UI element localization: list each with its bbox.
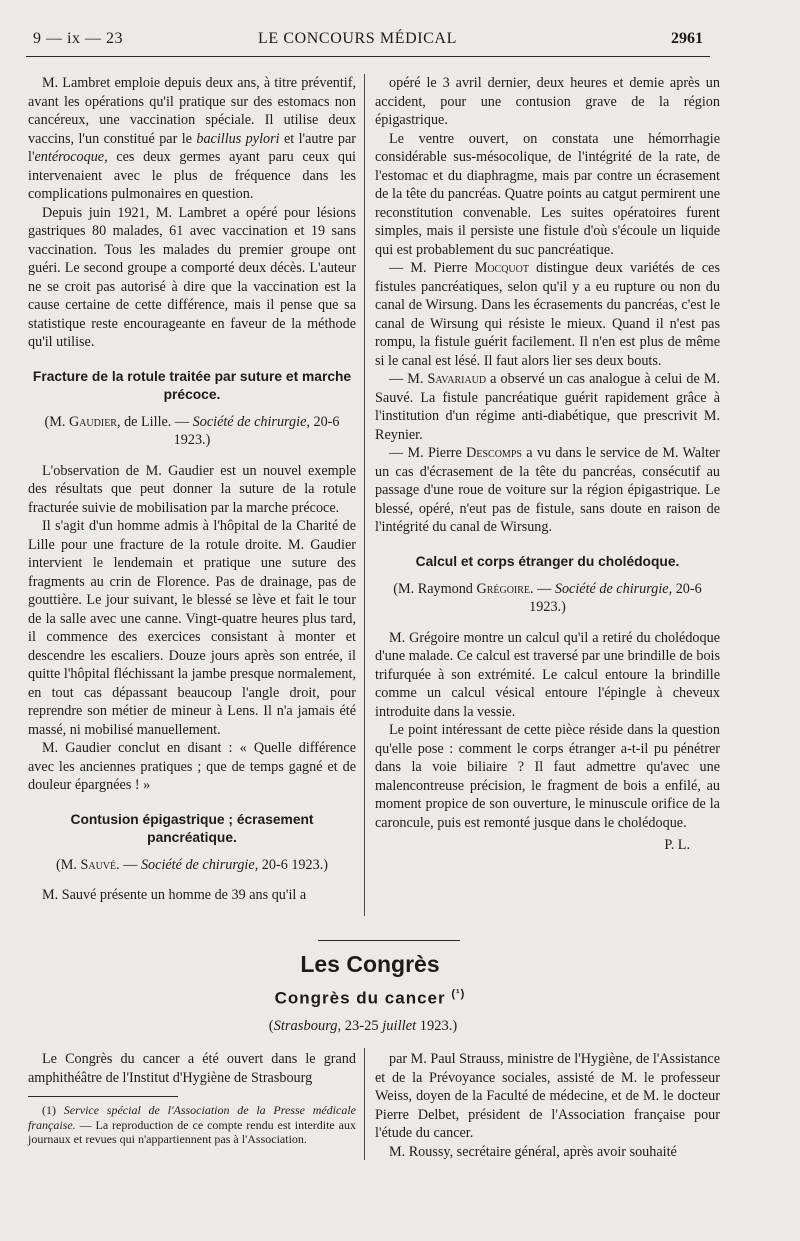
section-title: Les Congrès xyxy=(300,951,440,977)
gregoire-paragraph-2: Le point intéressant de cette pièce réside dans la question qu'elle pose : comment le corps étranger a-t-il pu pénétrer dans la voie biliaire ? Il faut admettre qu'avec une malencontreuse précision, le fragment de bois a enfilé, au moment propice de son ouverture, le minuscule orifice de la caroncule, puis est remonté jusque dans le cholédoque. xyxy=(375,722,720,831)
page-header xyxy=(33,30,703,56)
congress-paragraph-3: M. Roussy, secrétaire général, après avoir souhaité xyxy=(389,1143,677,1160)
gaudier-paragraph-3: M. Gaudier conclut en disant : « Quelle différence avec les anciennes pratiques ; que de temps gagné et de douleur épargnées ! » xyxy=(28,740,356,793)
heading-rotule: Fracture de la rotule traitée par suture et marche précoce. xyxy=(32,368,352,402)
congress-left-column xyxy=(28,1050,356,1147)
left-column xyxy=(28,74,356,905)
reference-sauve: (M. Sauvé. — Société de chirurgie, 20-6 1923.) xyxy=(56,856,328,873)
heading-calcul: Calcul et corps étranger du cholédoque. xyxy=(415,553,680,569)
footnote-mark: (¹) xyxy=(451,988,466,1000)
sauve-paragraph-3: Le ventre ouvert, on constata une hémorrhagie considérable sus-mésocolique, de l'intégrité de la rate, de l'estomac et du diaphragme, mais par contre un écrasement de la tête du pancréas. Quatre points au catgut permirent une reconstitution convenable. Les suites opératoires furent simples, mais il persiste une fistule d'où s'écoule un liquide qui est probablement du suc pancréatique. xyxy=(375,130,720,258)
congress-place-date: (Strasbourg, 23-25 juillet 1923.) xyxy=(268,1018,458,1034)
header-rule xyxy=(26,56,710,57)
issue-date: 9 — ix — 23 xyxy=(33,30,123,47)
heading-contusion: Contusion épigastrique ; écrasement pancréatique. xyxy=(70,811,314,845)
lambret-paragraph-1: M. Lambret emploie depuis deux ans, à titre préventif, avant les opérations qu'il pratique sur des estomacs non cancéreux, une vaccination spéciale. Il utilise deux vaccins, l'un constitué par le bacillus pylori et l'autre par l'entérocoque, ces deux germes ayant paru ceux qui intervenaient avec le plus de fréquence dans les complications pulmonaires en question. xyxy=(28,75,356,202)
column-separator xyxy=(364,74,365,916)
mocquot-paragraph: — M. Pierre Mocquot distingue deux variétés de ces fistules pancréatiques, selon qu'il y a eu rupture ou non du canal de Wirsung. Dans les écrasements du pancréas, c'est le canal de Wirsung qui résiste le mieux. Quand il n'est pas rompu, la fistule guérit facilement. Il n'en est plus de même si le canal est lésé. Il faut alors lier ses deux bouts. xyxy=(375,260,720,369)
gregoire-paragraph-1: M. Grégoire montre un calcul qu'il a retiré du cholédoque d'une malade. Ce calcul est traversé par une brindille de bois trifurquée à son extrémité. Le calcul entoure la brindille comme un calcul vésical entoure l'épingle à cheveux introduite dans la vessie. xyxy=(375,629,720,720)
reference-gregoire: (M. Raymond Grégoire. — Société de chirurgie, 20-6 1923.) xyxy=(393,580,702,615)
congress-right-column xyxy=(375,1050,720,1161)
footnote: (1) Service spécial de l'Association de la Presse médicale française. — La reproduction de ce compte rendu est interdite aux journaux et revues qui n'appartiennent pas à l'Association. xyxy=(28,1103,357,1146)
section-divider xyxy=(318,940,460,941)
descomps-paragraph: — M. Pierre Descomps a vu dans le service de M. Walter un cas d'écrasement de la tête du pancréas, consécutif au passage d'une roue de voiture sur la région épigastrique. Le blessé, opéré, n'eut pas de fistule, sans doute en raison de l'intégrité du canal de Wirsung. xyxy=(375,445,720,535)
congress-column-separator xyxy=(364,1048,365,1160)
savariaud-paragraph: — M. Savariaud a observé un cas analogue à celui de M. Sauvé. La fistule pancréatique guérit rapidement grâce à l'institution d'un régime anti-diabétique, que prescrivit M. Reynier. xyxy=(375,371,720,443)
reference-gaudier: (M. Gaudier, de Lille. — Société de chirurgie, 20-6 1923.) xyxy=(44,413,340,448)
sauve-paragraph-2: opéré le 3 avril dernier, deux heures et demie après un accident, pour une contusion grave de la région épigastrique. xyxy=(375,75,720,128)
footnote-rule xyxy=(28,1096,178,1097)
lambret-paragraph-2: Depuis juin 1921, M. Lambret a opéré pour lésions gastriques 80 malades, 61 avec vaccination et 19 sans vaccination. Tous les malades du premier groupe ont guéri. Le second groupe a comporté deux décès. L'auteur ne se croit pas autorisé à dire que la vaccination est la cause certaine de cette différence, mais il pense que sa statistique reste encourageante en faveur de la méthode qu'il utilise. xyxy=(28,204,356,350)
page-number: 2961 xyxy=(671,30,703,47)
congress-title: Congrès du cancer $^{(^1)}$ xyxy=(274,988,466,1008)
sauve-paragraph-1: M. Sauvé présente un homme de 39 ans qu'il a xyxy=(42,887,307,903)
gaudier-paragraph-2: Il s'agit d'un homme admis à l'hôpital de la Charité de Lille pour une fracture de la rotule droite. M. Gaudier intervient le lendemain et pratique une suture des fragments au crin de Florence. Pas de drainage, pas de gouttière. Le jour suivant, le blessé se lève et fait le tour de la salle avec une canne. Vingt-quatre heures plus tard, il commence des exercices consistant à monter et descendre les escaliers. Douze jours après son entrée, il quitte l'hôpital fléchissant la jambe presque normalement, en tout cas dépassant beaucoup l'angle droit, pour reprendre son métier de mineur à Lens. Il n'a jamais été massé, ni mobilisé manuellement. xyxy=(28,518,356,738)
journal-title: LE CONCOURS MÉDICAL xyxy=(258,30,457,47)
gaudier-paragraph-1: L'observation de M. Gaudier est un nouvel exemple des résultats que peut donner la suture de la rotule fracturée suivie de mobilisation par la marche précoce. xyxy=(28,462,356,516)
congress-paragraph-1: Le Congrès du cancer a été ouvert dans le grand amphithéâtre de l'Institut d'Hygiène de Strasbourg xyxy=(28,1051,356,1086)
congress-paragraph-2: par M. Paul Strauss, ministre de l'Hygiène, de l'Assistance et de la Prévoyance sociales, assisté de M. le professeur Weiss, doyen de la Faculté de médecine, et de M. le docteur Pierre Delbet, président de l'Association française pour l'étude du cancer. xyxy=(375,1051,720,1141)
right-column xyxy=(375,74,720,855)
signature: P. L. xyxy=(664,837,690,853)
